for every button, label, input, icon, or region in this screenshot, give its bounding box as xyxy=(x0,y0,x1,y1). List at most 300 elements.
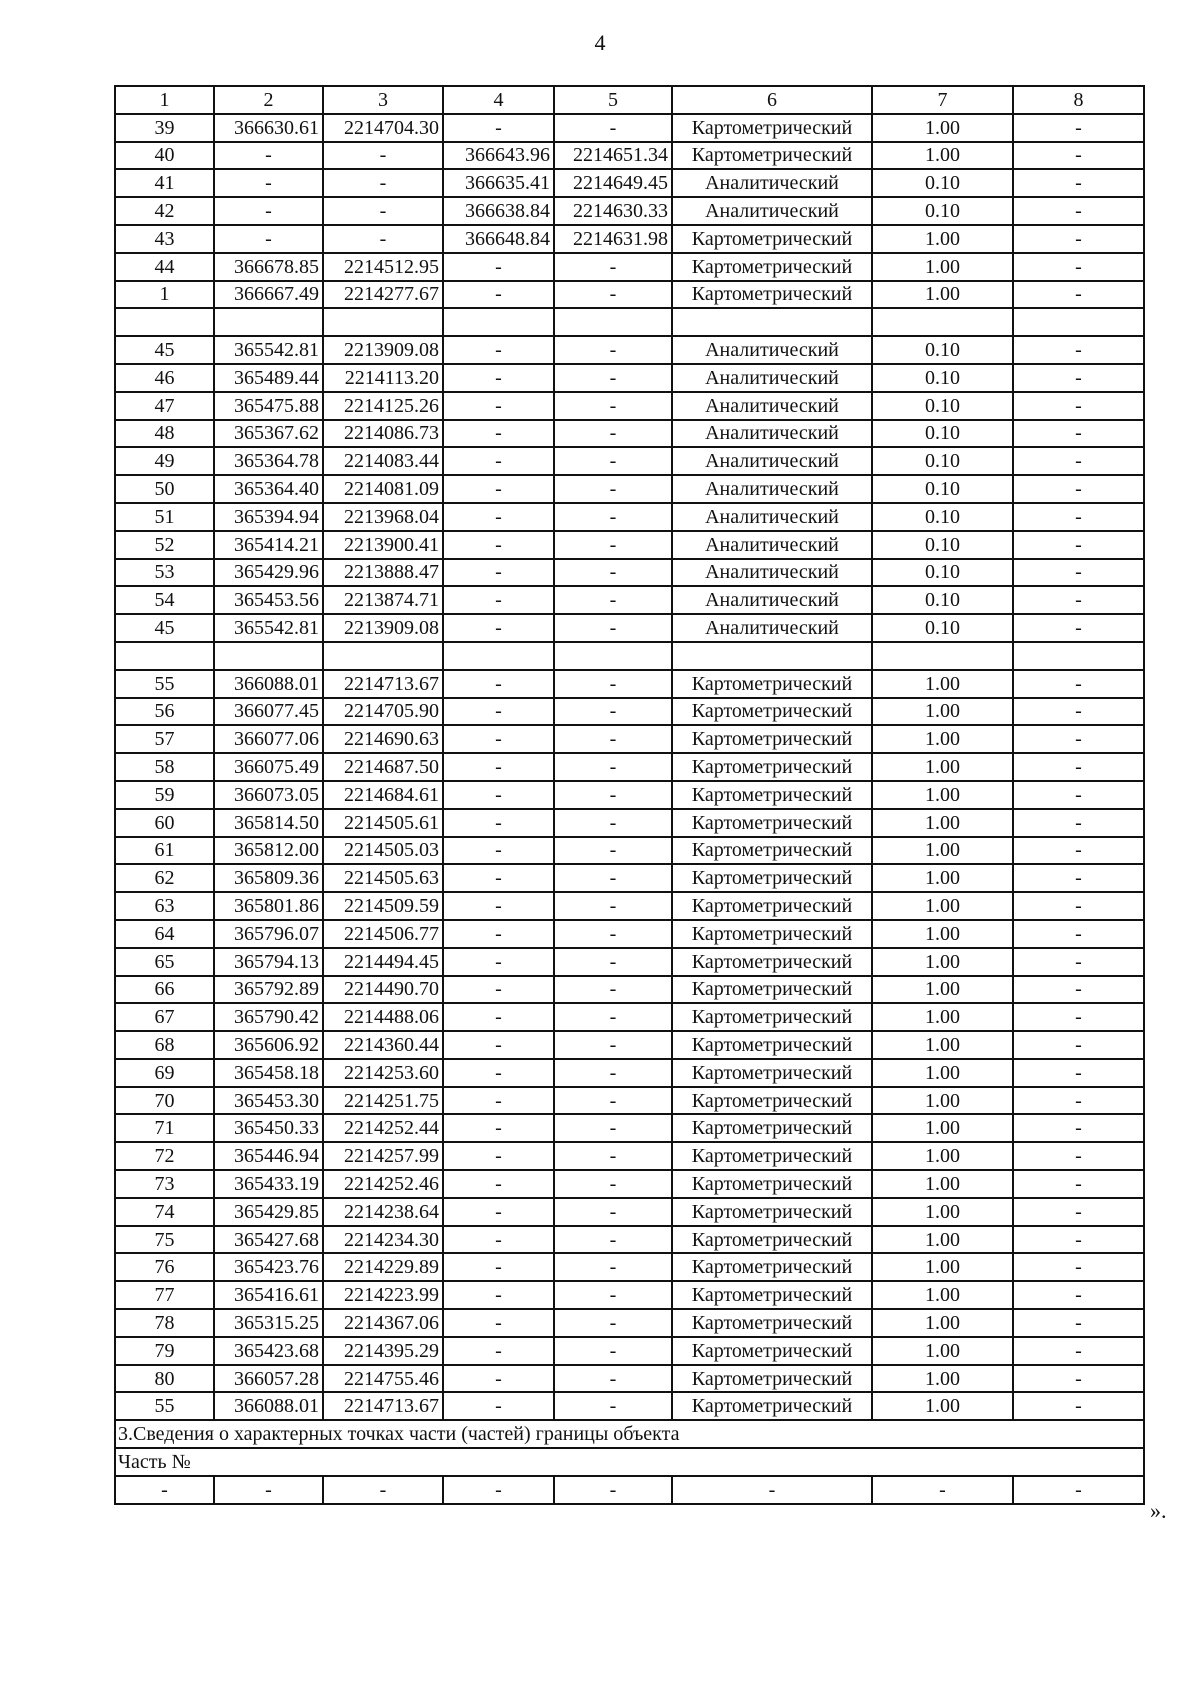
table-cell: 50 xyxy=(115,475,214,503)
table-cell: 365416.61 xyxy=(214,1281,323,1309)
table-cell: - xyxy=(554,1142,672,1170)
table-cell: - xyxy=(1013,447,1144,475)
table-cell: 2214705.90 xyxy=(323,698,443,726)
table-cell: 51 xyxy=(115,503,214,531)
part-label: Часть № xyxy=(115,1448,1144,1476)
table-cell: - xyxy=(1013,614,1144,642)
table-cell: - xyxy=(1013,142,1144,170)
table-cell xyxy=(214,642,323,670)
coordinates-table xyxy=(114,85,1145,1505)
table-cell: - xyxy=(1013,1114,1144,1142)
table-cell: 1.00 xyxy=(872,1031,1013,1059)
table-cell: Картометрический xyxy=(672,1226,872,1254)
table-cell: 74 xyxy=(115,1198,214,1226)
table-cell: 80 xyxy=(115,1365,214,1393)
table-body xyxy=(115,114,1144,1420)
table-cell: - xyxy=(1013,892,1144,920)
table-cell: - xyxy=(1013,1309,1144,1337)
table-cell: - xyxy=(443,531,554,559)
table-cell: - xyxy=(1013,364,1144,392)
table-cell: - xyxy=(443,1087,554,1115)
table-cell: 65 xyxy=(115,948,214,976)
table-cell: - xyxy=(443,281,554,309)
table-cell: - xyxy=(1013,281,1144,309)
table-cell: 2214505.63 xyxy=(323,864,443,892)
table-cell: 366077.45 xyxy=(214,698,323,726)
table-cell: 58 xyxy=(115,753,214,781)
table-cell: 1.00 xyxy=(872,1198,1013,1226)
table-cell: 1.00 xyxy=(872,1059,1013,1087)
table-cell: - xyxy=(443,1281,554,1309)
table-cell: 2214704.30 xyxy=(323,114,443,142)
table-row xyxy=(115,364,1144,392)
table-cell: - xyxy=(323,225,443,253)
table-cell: - xyxy=(554,586,672,614)
table-cell: - xyxy=(443,976,554,1004)
table-cell: 55 xyxy=(115,670,214,698)
table-cell: Картометрический xyxy=(672,1142,872,1170)
table-cell: 1 xyxy=(115,281,214,309)
table-cell: 0.10 xyxy=(872,364,1013,392)
table-cell: 365427.68 xyxy=(214,1226,323,1254)
table-cell: 365542.81 xyxy=(214,336,323,364)
table-cell: - xyxy=(554,920,672,948)
table-cell: 0.10 xyxy=(872,420,1013,448)
table-cell: - xyxy=(443,1337,554,1365)
table-cell: 365475.88 xyxy=(214,392,323,420)
table-cell: - xyxy=(115,1476,214,1504)
table-row xyxy=(115,948,1144,976)
table-cell: 67 xyxy=(115,1003,214,1031)
table-cell: Картометрический xyxy=(672,725,872,753)
table-cell: 365812.00 xyxy=(214,837,323,865)
table-cell: 1.00 xyxy=(872,1309,1013,1337)
table-cell: 2214252.46 xyxy=(323,1170,443,1198)
table-row xyxy=(115,169,1144,197)
table-cell: - xyxy=(443,1170,554,1198)
table-cell: - xyxy=(554,976,672,1004)
table-cell: - xyxy=(443,420,554,448)
table-row xyxy=(115,1365,1144,1393)
table-cell: - xyxy=(554,114,672,142)
table-cell: - xyxy=(443,1392,554,1420)
table-cell: 365414.21 xyxy=(214,531,323,559)
section-title: 3.Сведения о характерных точках части (частей) границы объекта xyxy=(115,1420,1144,1448)
table-cell: - xyxy=(214,142,323,170)
table-cell: 2214651.34 xyxy=(554,142,672,170)
table-cell: Картометрический xyxy=(672,1059,872,1087)
table-cell: - xyxy=(1013,781,1144,809)
table-cell: - xyxy=(214,225,323,253)
part-row xyxy=(115,1448,1144,1476)
table-cell: Картометрический xyxy=(672,253,872,281)
table-cell: 68 xyxy=(115,1031,214,1059)
table-cell: 366077.06 xyxy=(214,725,323,753)
page-number: 4 xyxy=(594,30,606,55)
table-cell: - xyxy=(1013,948,1144,976)
table-cell: - xyxy=(554,392,672,420)
table-cell: - xyxy=(443,1309,554,1337)
table-cell: 365394.94 xyxy=(214,503,323,531)
table-cell: 56 xyxy=(115,698,214,726)
header-cell: 8 xyxy=(1013,86,1144,114)
header-cell: 6 xyxy=(672,86,872,114)
table-cell: 43 xyxy=(115,225,214,253)
table-row xyxy=(115,1281,1144,1309)
table-row xyxy=(115,531,1144,559)
table-cell: 366088.01 xyxy=(214,670,323,698)
table-cell: - xyxy=(554,1309,672,1337)
table-cell: 73 xyxy=(115,1170,214,1198)
table-cell: 366667.49 xyxy=(214,281,323,309)
table-cell: - xyxy=(1013,1392,1144,1420)
table-cell: 61 xyxy=(115,837,214,865)
table-cell: Картометрический xyxy=(672,976,872,1004)
table-cell: 2214713.67 xyxy=(323,1392,443,1420)
table-cell: 2214506.77 xyxy=(323,920,443,948)
table-cell: - xyxy=(1013,336,1144,364)
table-row xyxy=(115,670,1144,698)
table-cell: Аналитический xyxy=(672,392,872,420)
table-cell: - xyxy=(1013,1087,1144,1115)
table-cell: - xyxy=(1013,169,1144,197)
table-row xyxy=(115,809,1144,837)
table-cell: - xyxy=(554,948,672,976)
table-cell: 1.00 xyxy=(872,1087,1013,1115)
table-row xyxy=(115,920,1144,948)
table-cell: - xyxy=(554,1059,672,1087)
table-row xyxy=(115,420,1144,448)
table-row xyxy=(115,142,1144,170)
table-cell: 45 xyxy=(115,614,214,642)
table-cell: - xyxy=(1013,1031,1144,1059)
table-cell: 2214649.45 xyxy=(554,169,672,197)
table-cell xyxy=(323,642,443,670)
table-cell: - xyxy=(443,1142,554,1170)
table-row xyxy=(115,586,1144,614)
table-cell xyxy=(672,308,872,336)
table-cell: - xyxy=(554,1114,672,1142)
table-cell: 48 xyxy=(115,420,214,448)
table-cell: 366088.01 xyxy=(214,1392,323,1420)
table-cell: - xyxy=(554,1476,672,1504)
table-cell: 365423.68 xyxy=(214,1337,323,1365)
table-cell: 365794.13 xyxy=(214,948,323,976)
table-cell: - xyxy=(1013,253,1144,281)
table-cell: Картометрический xyxy=(672,114,872,142)
table-cell: - xyxy=(1013,197,1144,225)
table-cell: 366057.28 xyxy=(214,1365,323,1393)
table-row xyxy=(115,253,1144,281)
table-cell: 1.00 xyxy=(872,753,1013,781)
table-cell: 365796.07 xyxy=(214,920,323,948)
table-cell: 1.00 xyxy=(872,114,1013,142)
table-cell: - xyxy=(214,1476,323,1504)
table-cell: - xyxy=(1013,864,1144,892)
table-cell: 366635.41 xyxy=(443,169,554,197)
table-cell: 0.10 xyxy=(872,586,1013,614)
table-cell: - xyxy=(323,142,443,170)
table-cell: - xyxy=(1013,725,1144,753)
table-cell: 2213874.71 xyxy=(323,586,443,614)
table-cell: - xyxy=(1013,225,1144,253)
table-cell: 42 xyxy=(115,197,214,225)
table-cell: - xyxy=(443,920,554,948)
table-cell: - xyxy=(443,725,554,753)
table-cell: Аналитический xyxy=(672,169,872,197)
table-row xyxy=(115,1226,1144,1254)
table-cell: 366630.61 xyxy=(214,114,323,142)
table-cell: 2214083.44 xyxy=(323,447,443,475)
table-cell: Картометрический xyxy=(672,225,872,253)
table-cell: Картометрический xyxy=(672,1281,872,1309)
table-cell: Аналитический xyxy=(672,420,872,448)
table-row xyxy=(115,1337,1144,1365)
table-cell: Картометрический xyxy=(672,1337,872,1365)
table-cell: 79 xyxy=(115,1337,214,1365)
table-cell: - xyxy=(1013,1142,1144,1170)
table-cell: - xyxy=(443,392,554,420)
table-cell: - xyxy=(554,364,672,392)
table-cell: 365433.19 xyxy=(214,1170,323,1198)
table-cell xyxy=(443,308,554,336)
table-cell: - xyxy=(554,614,672,642)
table-cell: - xyxy=(554,503,672,531)
table-row xyxy=(115,1392,1144,1420)
table-row xyxy=(115,392,1144,420)
table-cell: - xyxy=(554,1003,672,1031)
table-cell: 366638.84 xyxy=(443,197,554,225)
table-cell: 2214755.46 xyxy=(323,1365,443,1393)
table-row xyxy=(115,281,1144,309)
table-cell: 1.00 xyxy=(872,1281,1013,1309)
table-row xyxy=(115,753,1144,781)
table-cell: Картометрический xyxy=(672,809,872,837)
table-cell: - xyxy=(443,1476,554,1504)
table-cell: - xyxy=(554,281,672,309)
table-cell: - xyxy=(443,837,554,865)
table-cell: - xyxy=(323,197,443,225)
table-cell: - xyxy=(554,1365,672,1393)
table-cell: - xyxy=(554,253,672,281)
table-cell: - xyxy=(323,169,443,197)
table-cell: - xyxy=(554,1392,672,1420)
table-cell: 2214630.33 xyxy=(554,197,672,225)
table-cell: 2214238.64 xyxy=(323,1198,443,1226)
table-cell: Картометрический xyxy=(672,1198,872,1226)
header-row xyxy=(115,86,1144,114)
table-row xyxy=(115,698,1144,726)
table-cell: 78 xyxy=(115,1309,214,1337)
table-cell: - xyxy=(1013,503,1144,531)
table-cell: 2214113.20 xyxy=(323,364,443,392)
table-cell: 0.10 xyxy=(872,336,1013,364)
table-cell: - xyxy=(554,1170,672,1198)
table-cell: 366073.05 xyxy=(214,781,323,809)
table-cell: - xyxy=(554,1337,672,1365)
table-cell: 365429.96 xyxy=(214,559,323,587)
table-cell: - xyxy=(1013,586,1144,614)
table-cell: 55 xyxy=(115,1392,214,1420)
table-cell xyxy=(672,642,872,670)
table-cell: 0.10 xyxy=(872,503,1013,531)
table-cell: - xyxy=(443,1059,554,1087)
table-cell: 72 xyxy=(115,1142,214,1170)
table-cell: - xyxy=(554,809,672,837)
table-cell: - xyxy=(443,447,554,475)
table-row xyxy=(115,781,1144,809)
table-cell: - xyxy=(554,1031,672,1059)
table-cell: - xyxy=(443,559,554,587)
table-cell: Картометрический xyxy=(672,781,872,809)
table-row xyxy=(115,447,1144,475)
table-cell xyxy=(1013,642,1144,670)
table-cell: Аналитический xyxy=(672,447,872,475)
table-cell: - xyxy=(554,1226,672,1254)
table-cell: - xyxy=(1013,420,1144,448)
coordinates-table-wrap xyxy=(114,85,1143,1505)
table-cell: 365801.86 xyxy=(214,892,323,920)
table-row xyxy=(115,1114,1144,1142)
table-row xyxy=(115,1170,1144,1198)
table-cell: 1.00 xyxy=(872,253,1013,281)
table-cell: 2214684.61 xyxy=(323,781,443,809)
table-cell: 2214690.63 xyxy=(323,725,443,753)
table-cell: 2213909.08 xyxy=(323,614,443,642)
table-cell: - xyxy=(443,809,554,837)
table-cell: - xyxy=(1013,559,1144,587)
table-cell xyxy=(115,308,214,336)
table-cell: - xyxy=(1013,1337,1144,1365)
table-row xyxy=(115,725,1144,753)
table-cell: 2213888.47 xyxy=(323,559,443,587)
table-cell xyxy=(1013,308,1144,336)
table-cell: - xyxy=(443,1253,554,1281)
table-row xyxy=(115,864,1144,892)
table-cell: 77 xyxy=(115,1281,214,1309)
table-cell: - xyxy=(554,1198,672,1226)
table-cell: - xyxy=(214,169,323,197)
table-cell: - xyxy=(443,1198,554,1226)
table-cell: - xyxy=(443,503,554,531)
table-cell: - xyxy=(1013,698,1144,726)
table-cell: 365542.81 xyxy=(214,614,323,642)
table-cell: 0.10 xyxy=(872,614,1013,642)
table-cell: 54 xyxy=(115,586,214,614)
table-cell: 365367.62 xyxy=(214,420,323,448)
table-row xyxy=(115,892,1144,920)
table-cell: 1.00 xyxy=(872,837,1013,865)
table-cell: 2214253.60 xyxy=(323,1059,443,1087)
table-cell: 1.00 xyxy=(872,892,1013,920)
table-row xyxy=(115,1003,1144,1031)
table-cell: 1.00 xyxy=(872,725,1013,753)
table-cell: - xyxy=(1013,1365,1144,1393)
table-cell: Картометрический xyxy=(672,1031,872,1059)
table-cell: - xyxy=(443,1114,554,1142)
table-cell: - xyxy=(554,447,672,475)
table-cell: Картометрический xyxy=(672,1170,872,1198)
table-cell: 75 xyxy=(115,1226,214,1254)
table-cell: 365450.33 xyxy=(214,1114,323,1142)
table-cell: 365458.18 xyxy=(214,1059,323,1087)
table-cell: Картометрический xyxy=(672,1365,872,1393)
table-cell: 53 xyxy=(115,559,214,587)
table-cell: Картометрический xyxy=(672,698,872,726)
table-cell: 365606.92 xyxy=(214,1031,323,1059)
table-cell: - xyxy=(1013,1198,1144,1226)
table-cell: 2214512.95 xyxy=(323,253,443,281)
table-cell: 0.10 xyxy=(872,475,1013,503)
table-cell: - xyxy=(443,1365,554,1393)
header-cell: 2 xyxy=(214,86,323,114)
table-cell: - xyxy=(1013,1059,1144,1087)
table-cell: - xyxy=(443,336,554,364)
table-cell: - xyxy=(443,892,554,920)
table-cell: 2214229.89 xyxy=(323,1253,443,1281)
table-cell: 66 xyxy=(115,976,214,1004)
table-cell: - xyxy=(443,1226,554,1254)
table-cell: - xyxy=(1013,1281,1144,1309)
table-cell: 57 xyxy=(115,725,214,753)
table-cell: Картометрический xyxy=(672,753,872,781)
table-cell: 2214360.44 xyxy=(323,1031,443,1059)
table-cell: - xyxy=(554,837,672,865)
table-cell: - xyxy=(554,892,672,920)
table-cell: 365423.76 xyxy=(214,1253,323,1281)
table-cell: Картометрический xyxy=(672,837,872,865)
table-cell: 2214509.59 xyxy=(323,892,443,920)
table-cell: - xyxy=(554,531,672,559)
table-cell: 2214251.75 xyxy=(323,1087,443,1115)
table-cell: 2214505.03 xyxy=(323,837,443,865)
table-row xyxy=(115,114,1144,142)
table-cell: 1.00 xyxy=(872,1392,1013,1420)
table-row xyxy=(115,1087,1144,1115)
table-cell xyxy=(872,308,1013,336)
table-cell: - xyxy=(443,614,554,642)
table-row xyxy=(115,1142,1144,1170)
table-cell: - xyxy=(443,753,554,781)
table-cell: 365809.36 xyxy=(214,864,323,892)
table-cell: 2213900.41 xyxy=(323,531,443,559)
table-cell: 365364.40 xyxy=(214,475,323,503)
table-cell: - xyxy=(443,364,554,392)
table-cell: - xyxy=(1013,1170,1144,1198)
table-cell: Картометрический xyxy=(672,142,872,170)
table-cell: Картометрический xyxy=(672,1114,872,1142)
header-cell: 4 xyxy=(443,86,554,114)
table-row xyxy=(115,1253,1144,1281)
table-cell: 365429.85 xyxy=(214,1198,323,1226)
table-cell: 1.00 xyxy=(872,1170,1013,1198)
table-row xyxy=(115,225,1144,253)
table-cell: 365315.25 xyxy=(214,1309,323,1337)
table-cell: - xyxy=(554,753,672,781)
table-cell: - xyxy=(443,475,554,503)
table-cell: 70 xyxy=(115,1087,214,1115)
table-cell: 365792.89 xyxy=(214,976,323,1004)
table-cell: 0.10 xyxy=(872,559,1013,587)
table-cell: 2214505.61 xyxy=(323,809,443,837)
table-row xyxy=(115,503,1144,531)
table-cell: - xyxy=(443,698,554,726)
table-cell: - xyxy=(1013,531,1144,559)
table-cell: 1.00 xyxy=(872,1003,1013,1031)
table-row xyxy=(115,1198,1144,1226)
table-cell: - xyxy=(554,1281,672,1309)
table-cell: Картометрический xyxy=(672,1309,872,1337)
